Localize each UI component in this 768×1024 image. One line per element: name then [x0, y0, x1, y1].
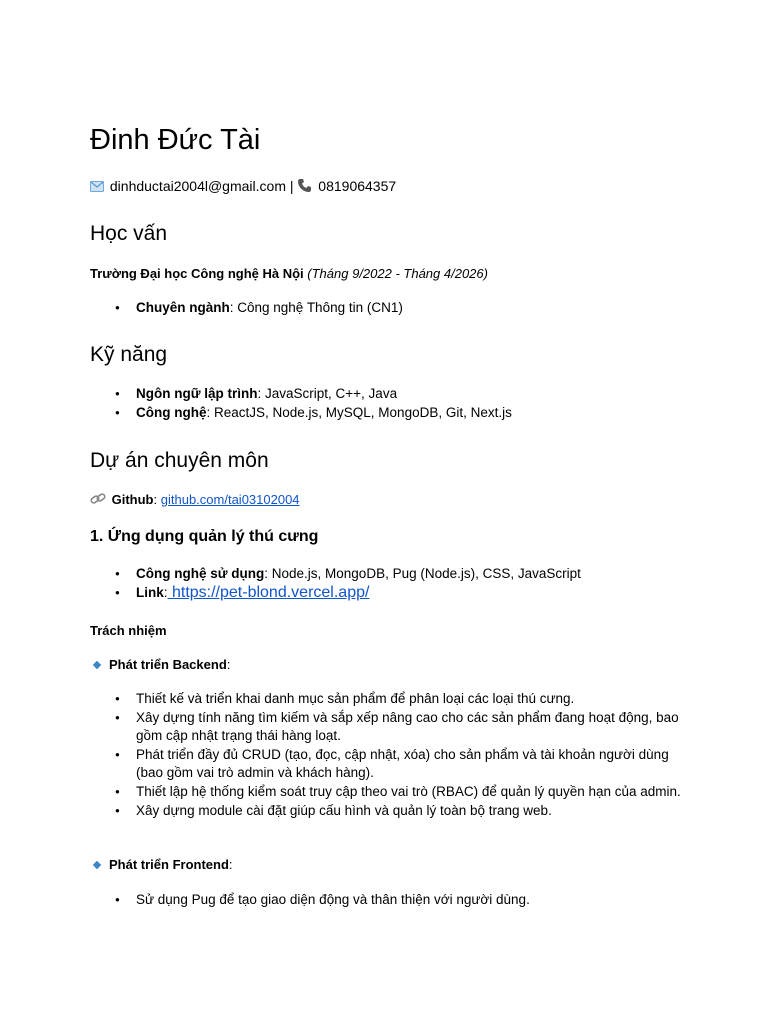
list-item: ● Sử dụng Pug để tạo giao diện động và thân thiện với người dùng.	[90, 891, 690, 910]
skills-list	[90, 385, 690, 422]
project-meta-list	[90, 565, 690, 602]
school-name: Trường Đại học Công nghệ Hà Nội	[90, 266, 304, 281]
github-label: Github	[111, 492, 154, 507]
list-item: ● Công nghệ: ReactJS, Node.js, MySQL, MongoDB, Git, Next.js	[90, 404, 690, 423]
contact-line	[90, 177, 396, 196]
diamond-bullet-icon	[93, 661, 101, 669]
backend-subheading: Phát triển Backend:	[90, 656, 230, 674]
frontend-subheading: Phát triển Frontend:	[90, 856, 233, 874]
skills-heading: Kỹ năng	[90, 343, 168, 366]
list-item: ● Ngôn ngữ lập trình: JavaScript, C++, Java	[90, 385, 690, 404]
project-title: 1. Ứng dụng quản lý thú cưng	[90, 528, 319, 545]
school-line	[90, 265, 488, 283]
list-item: ● Thiết kế và triển khai danh mục sản phẩm để phân loại các loại thú cưng.	[90, 690, 690, 709]
education-heading: Học vấn	[90, 222, 168, 245]
candidate-name: Đinh Đức Tài	[90, 124, 261, 156]
list-item: ● Xây dựng tính năng tìm kiếm và sắp xếp nâng cao cho các sản phẩm đang hoạt động, bao gồm cập nhật trạng thái hàng loạt.	[90, 709, 690, 746]
study-period: (Tháng 9/2022 - Tháng 4/2026)	[307, 266, 488, 281]
phone-text[interactable]: 0819064357	[318, 178, 397, 194]
contact-separator: |	[289, 178, 294, 194]
list-item: ● Thiết lập hệ thống kiểm soát truy cập theo vai trò (RBAC) để quản lý quyền hạn của admin.	[90, 783, 690, 802]
phone-icon	[297, 178, 312, 196]
list-item: ● Phát triển đầy đủ CRUD (tạo, đọc, cập nhật, xóa) cho sản phẩm và tài khoản người dùng (bao gồm vai trò admin và khách hàng).	[90, 746, 690, 783]
github-line: Github: github.com/tai03102004	[90, 491, 300, 509]
backend-list	[90, 690, 690, 820]
responsibility-heading: Trách nhiệm	[90, 623, 167, 638]
project-link[interactable]: https://pet-blond.vercel.app/	[167, 583, 370, 601]
list-item: ● Chuyên ngành: Công nghệ Thông tin (CN1)	[90, 299, 690, 318]
github-link[interactable]: github.com/tai03102004	[160, 492, 300, 507]
list-item: ● Link: https://pet-blond.vercel.app/	[90, 584, 690, 603]
diamond-bullet-icon	[93, 861, 101, 869]
email-icon	[90, 178, 104, 196]
link-icon	[90, 491, 106, 509]
frontend-list	[90, 891, 690, 910]
email-text[interactable]: dinhductai2004l@gmail.com	[109, 178, 286, 194]
education-list	[90, 299, 690, 318]
list-item: ● Xây dựng module cài đặt giúp cấu hình và quản lý toàn bộ trang web.	[90, 802, 690, 821]
list-item: ● Công nghệ sử dụng: Node.js, MongoDB, Pug (Node.js), CSS, JavaScript	[90, 565, 690, 584]
projects-heading: Dự án chuyên môn	[90, 449, 269, 472]
